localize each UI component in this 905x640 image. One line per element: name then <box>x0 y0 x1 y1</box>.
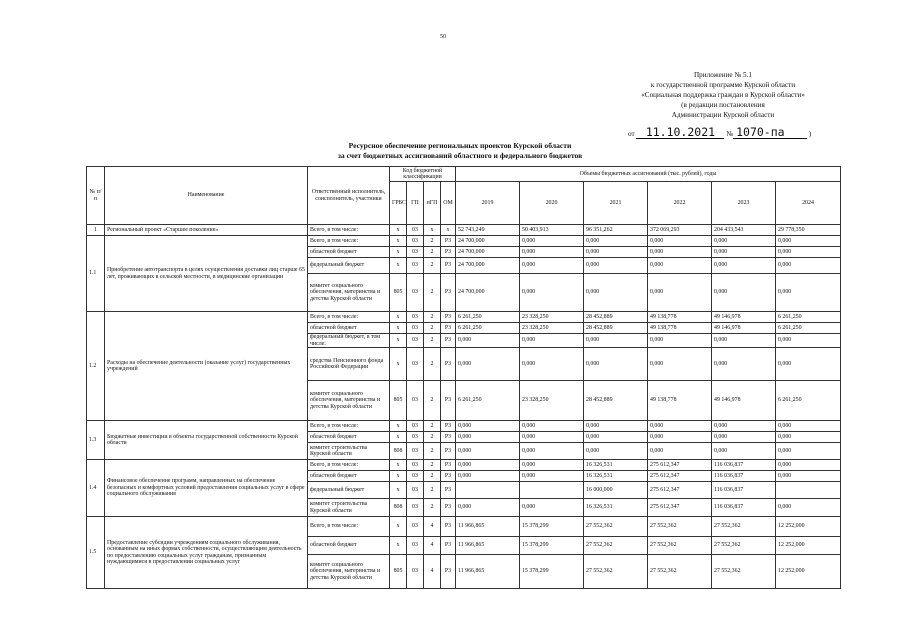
cell-value: 0,000 <box>584 274 648 312</box>
cell-value: 12 252,000 <box>776 517 841 537</box>
cell-gp: 03 <box>407 499 424 517</box>
cell-value: 6 261,250 <box>456 381 520 421</box>
header-grbs: ГРБС <box>390 182 407 225</box>
cell-pgp: 2 <box>424 258 441 274</box>
resolution-date: 11.10.2021 <box>636 127 724 139</box>
cell-grbs: 805 <box>390 274 407 312</box>
cell-value: 0,000 <box>520 348 584 381</box>
cell-pgp: x <box>424 225 441 236</box>
cell-value: 27 552,362 <box>584 517 648 537</box>
cell-value: 27 552,362 <box>648 517 712 537</box>
row-responsible: Всего, в том числе: <box>308 312 390 323</box>
cell-om: P3 <box>441 258 456 274</box>
cell-grbs: x <box>390 225 407 236</box>
cell-gp: 03 <box>407 334 424 348</box>
cell-gp: 03 <box>407 482 424 499</box>
cell-om: P3 <box>441 348 456 381</box>
cell-grbs: x <box>390 312 407 323</box>
header-year: 2023 <box>712 182 776 225</box>
table-row <box>87 312 841 323</box>
cell-gp: 03 <box>407 517 424 537</box>
cell-pgp: 2 <box>424 247 441 258</box>
row-responsible: федеральный бюджет, в том числе: <box>308 334 390 348</box>
cell-gp: 03 <box>407 312 424 323</box>
cell-value: 275 612,347 <box>648 460 712 471</box>
cell-value: 27 552,362 <box>712 555 776 589</box>
cell-value: 0,000 <box>456 432 520 443</box>
cell-pgp: 4 <box>424 517 441 537</box>
cell-value <box>456 482 520 499</box>
cell-value: 0,000 <box>776 274 841 312</box>
cell-value: 52 743,249 <box>456 225 520 236</box>
cell-grbs: x <box>390 323 407 334</box>
row-name: Региональный проект «Старшее поколение» <box>105 225 308 236</box>
cell-grbs: x <box>390 537 407 555</box>
header-year: 2024 <box>776 182 841 225</box>
cell-value: 0,000 <box>712 348 776 381</box>
row-responsible: областной бюджет <box>308 432 390 443</box>
cell-value: 49 146,978 <box>712 323 776 334</box>
row-responsible: областной бюджет <box>308 247 390 258</box>
cell-pgp: 2 <box>424 499 441 517</box>
cell-gp: 03 <box>407 421 424 432</box>
cell-value: 0,000 <box>648 443 712 460</box>
row-responsible: областной бюджет <box>308 323 390 334</box>
document-title <box>310 141 610 160</box>
cell-value: 28 452,889 <box>584 312 648 323</box>
row-responsible: Всего, в том числе: <box>308 460 390 471</box>
row-num: 1.1 <box>87 236 105 312</box>
cell-pgp: 2 <box>424 312 441 323</box>
cell-value: 116 036,837 <box>712 460 776 471</box>
cell-gp: 03 <box>407 274 424 312</box>
cell-value: 15 378,299 <box>520 537 584 555</box>
cell-om: P3 <box>441 247 456 258</box>
cell-value: 12 252,000 <box>776 537 841 555</box>
appendix-line: «Социальная поддержка граждан в Курской области» <box>641 91 805 99</box>
cell-pgp: 2 <box>424 348 441 381</box>
cell-value: 27 552,362 <box>648 555 712 589</box>
cell-gp: 03 <box>407 348 424 381</box>
cell-grbs: x <box>390 258 407 274</box>
appendix-block <box>610 70 836 120</box>
cell-value: 24 700,000 <box>456 247 520 258</box>
row-responsible: Всего, в том числе: <box>308 517 390 537</box>
cell-value: 0,000 <box>584 236 648 247</box>
cell-gp: 03 <box>407 236 424 247</box>
cell-gp: 03 <box>407 555 424 589</box>
cell-grbs: x <box>390 460 407 471</box>
cell-value: 23 328,250 <box>520 323 584 334</box>
cell-om: x <box>441 225 456 236</box>
cell-pgp: 2 <box>424 323 441 334</box>
cell-value: 0,000 <box>776 460 841 471</box>
cell-gp: 03 <box>407 432 424 443</box>
header-om: ОМ <box>441 182 456 225</box>
cell-value: 15 378,299 <box>520 555 584 589</box>
cell-value: 27 552,362 <box>712 517 776 537</box>
row-responsible: комитет социального обеспечения, материнства и детства Курской области <box>308 274 390 312</box>
cell-value: 15 378,299 <box>520 517 584 537</box>
cell-value: 6 261,250 <box>776 323 841 334</box>
cell-value: 0,000 <box>456 460 520 471</box>
cell-om: P3 <box>441 517 456 537</box>
table-row-project <box>87 225 841 236</box>
cell-value: 0,000 <box>520 471 584 482</box>
cell-value: 0,000 <box>712 421 776 432</box>
close-paren: ) <box>808 130 812 138</box>
table-row <box>87 460 841 471</box>
cell-value: 0,000 <box>776 258 841 274</box>
row-responsible: областной бюджет <box>308 537 390 555</box>
cell-value: 0,000 <box>712 258 776 274</box>
cell-value: 0,000 <box>584 258 648 274</box>
cell-value: 24 700,000 <box>456 274 520 312</box>
cell-value: 0,000 <box>648 274 712 312</box>
cell-om: P3 <box>441 421 456 432</box>
cell-value: 372 069,293 <box>648 225 712 236</box>
cell-grbs: x <box>390 236 407 247</box>
row-responsible: федеральный бюджет <box>308 482 390 499</box>
cell-value: 0,000 <box>584 432 648 443</box>
row-num: 1.3 <box>87 421 105 460</box>
cell-value: 12 252,000 <box>776 555 841 589</box>
cell-value: 0,000 <box>584 348 648 381</box>
cell-value: 0,000 <box>584 421 648 432</box>
header-year: 2021 <box>584 182 648 225</box>
cell-pgp: 2 <box>424 274 441 312</box>
cell-value: 275 612,347 <box>648 499 712 517</box>
cell-gp: 03 <box>407 443 424 460</box>
cell-value: 0,000 <box>648 432 712 443</box>
cell-value <box>776 482 841 499</box>
cell-value: 0,000 <box>456 443 520 460</box>
cell-value: 0,000 <box>712 247 776 258</box>
cell-value: 0,000 <box>776 499 841 517</box>
cell-om: P3 <box>441 537 456 555</box>
cell-value: 0,000 <box>520 334 584 348</box>
cell-value: 0,000 <box>520 236 584 247</box>
cell-value: 0,000 <box>648 421 712 432</box>
cell-pgp: 2 <box>424 460 441 471</box>
header-volumes: Объемы бюджетных ассигнований (тыс. рублей), годы <box>456 167 841 182</box>
cell-gp: 03 <box>407 471 424 482</box>
cell-pgp: 2 <box>424 421 441 432</box>
cell-value: 0,000 <box>776 471 841 482</box>
cell-value: 16 326,531 <box>584 471 648 482</box>
row-responsible: комитет строительства Курской области <box>308 443 390 460</box>
appendix-line: (в редакции постановления <box>681 101 765 109</box>
cell-om: P3 <box>441 471 456 482</box>
cell-value: 11 966,865 <box>456 555 520 589</box>
cell-value: 49 138,778 <box>648 381 712 421</box>
cell-value: 0,000 <box>520 421 584 432</box>
cell-value: 0,000 <box>584 247 648 258</box>
appendix-line: Приложение № 5.1 <box>693 71 752 79</box>
cell-value: 29 778,350 <box>776 225 841 236</box>
cell-pgp: 2 <box>424 334 441 348</box>
cell-value: 49 146,978 <box>712 381 776 421</box>
cell-grbs: x <box>390 247 407 258</box>
cell-gp: 03 <box>407 537 424 555</box>
cell-value: 0,000 <box>520 460 584 471</box>
cell-value: 0,000 <box>456 421 520 432</box>
cell-value: 49 138,778 <box>648 312 712 323</box>
cell-value: 0,000 <box>776 334 841 348</box>
cell-value: 0,000 <box>520 432 584 443</box>
cell-gp: 03 <box>407 323 424 334</box>
header-year: 2020 <box>520 182 584 225</box>
cell-gp: 03 <box>407 381 424 421</box>
cell-om: P3 <box>441 334 456 348</box>
table-row <box>87 517 841 537</box>
cell-om: P3 <box>441 432 456 443</box>
cell-value: 16 000,000 <box>584 482 648 499</box>
cell-value: 0,000 <box>776 432 841 443</box>
cell-pgp: 2 <box>424 471 441 482</box>
cell-value: 0,000 <box>456 348 520 381</box>
cell-value: 116 036,837 <box>712 471 776 482</box>
cell-grbs: 805 <box>390 555 407 589</box>
cell-value: 116 036,837 <box>712 499 776 517</box>
cell-value: 0,000 <box>712 443 776 460</box>
row-name: Предоставление субсидии учреждениям социального обслуживания, основанным на иных формах собственности, осуществляющим деятельность по предоставлению социальных услуг гражданам, признанным нуждающимися в предоставлении социальных услуг <box>105 517 308 589</box>
cell-pgp: 2 <box>424 236 441 247</box>
cell-gp: 03 <box>407 258 424 274</box>
cell-om: P3 <box>441 274 456 312</box>
cell-value: 0,000 <box>712 274 776 312</box>
header-year: 2019 <box>456 182 520 225</box>
title-line-1: Ресурсное обеспечение региональных проектов Курской области <box>348 141 572 150</box>
cell-pgp: 4 <box>424 537 441 555</box>
row-responsible: областной бюджет <box>308 471 390 482</box>
cell-value: 50 403,913 <box>520 225 584 236</box>
cell-om: P3 <box>441 555 456 589</box>
cell-value: 0,000 <box>520 274 584 312</box>
cell-gp: 03 <box>407 460 424 471</box>
row-responsible: Всего, в том числе: <box>308 225 390 236</box>
cell-value: 0,000 <box>520 258 584 274</box>
cell-value: 16 326,531 <box>584 460 648 471</box>
cell-value: 28 452,889 <box>584 323 648 334</box>
appendix-line: Администрации Курской области <box>671 111 775 119</box>
cell-value: 0,000 <box>712 334 776 348</box>
cell-pgp: 2 <box>424 482 441 499</box>
cell-value: 0,000 <box>776 348 841 381</box>
cell-grbs: x <box>390 471 407 482</box>
cell-value: 11 966,865 <box>456 537 520 555</box>
date-prefix: от <box>628 130 635 138</box>
page-number: 50 <box>440 34 446 40</box>
cell-value: 27 552,362 <box>584 537 648 555</box>
cell-om: P3 <box>441 312 456 323</box>
cell-value: 24 700,000 <box>456 236 520 247</box>
cell-pgp: 2 <box>424 432 441 443</box>
row-name: Расходы на обеспечение деятельности (оказание услуг) государственных учреждений <box>105 312 308 421</box>
cell-value: 49 138,778 <box>648 323 712 334</box>
cell-value: 6 261,250 <box>776 312 841 323</box>
cell-pgp: 4 <box>424 555 441 589</box>
cell-gp: 03 <box>407 225 424 236</box>
cell-om: P3 <box>441 443 456 460</box>
header-name: Наименование <box>105 167 308 225</box>
appendix-line: к государственной программе Курской области <box>650 81 796 89</box>
cell-value: 0,000 <box>584 443 648 460</box>
table-row <box>87 421 841 432</box>
cell-value: 23 328,250 <box>520 312 584 323</box>
cell-value: 96 351,262 <box>584 225 648 236</box>
cell-value: 0,000 <box>648 247 712 258</box>
row-num: 1.4 <box>87 460 105 517</box>
cell-om: P3 <box>441 236 456 247</box>
cell-om: P3 <box>441 460 456 471</box>
row-num: 1.2 <box>87 312 105 421</box>
cell-om: P3 <box>441 482 456 499</box>
cell-value: 11 966,865 <box>456 517 520 537</box>
cell-value: 0,000 <box>776 443 841 460</box>
resource-table <box>86 166 841 589</box>
cell-grbs: 808 <box>390 499 407 517</box>
cell-value: 0,000 <box>584 334 648 348</box>
table-row <box>87 236 841 247</box>
cell-pgp: 2 <box>424 381 441 421</box>
cell-value: 0,000 <box>648 348 712 381</box>
cell-value: 0,000 <box>648 258 712 274</box>
cell-value: 0,000 <box>456 471 520 482</box>
cell-value: 24 700,000 <box>456 258 520 274</box>
resolution-number: 1070-па <box>733 127 807 139</box>
row-responsible: комитет социального обеспечения, материнства и детства Курской области <box>308 381 390 421</box>
cell-value: 0,000 <box>712 432 776 443</box>
cell-value: 0,000 <box>712 236 776 247</box>
title-line-2: за счет бюджетных ассигнований областного и федерального бюджетов <box>337 150 583 160</box>
cell-value <box>520 482 584 499</box>
row-num: 1 <box>87 225 105 236</box>
cell-value: 204 433,543 <box>712 225 776 236</box>
header-pgp: пГП <box>424 182 441 225</box>
cell-gp: 03 <box>407 247 424 258</box>
cell-grbs: x <box>390 348 407 381</box>
cell-grbs: x <box>390 482 407 499</box>
cell-value: 27 552,362 <box>584 555 648 589</box>
cell-value: 0,000 <box>648 334 712 348</box>
cell-value: 0,000 <box>520 443 584 460</box>
cell-value: 275 612,347 <box>648 482 712 499</box>
cell-value: 0,000 <box>456 499 520 517</box>
cell-value: 0,000 <box>776 247 841 258</box>
cell-value: 116 036,837 <box>712 482 776 499</box>
row-name: Приобретение автотранспорта в целях осуществления доставки лиц старше 65 лет, проживающих в сельской местности, в медицинские организации <box>105 236 308 312</box>
cell-grbs: x <box>390 421 407 432</box>
row-responsible: Всего, в том числе: <box>308 236 390 247</box>
cell-value: 0,000 <box>776 421 841 432</box>
header-budget-code: Код бюджетной классификации <box>390 167 456 182</box>
cell-value: 27 552,362 <box>712 537 776 555</box>
cell-value: 275 612,347 <box>648 471 712 482</box>
cell-value: 49 146,978 <box>712 312 776 323</box>
row-num: 1.5 <box>87 517 105 589</box>
header-year: 2022 <box>648 182 712 225</box>
header-gp: ГП <box>407 182 424 225</box>
row-responsible: федеральный бюджет <box>308 258 390 274</box>
cell-value: 6 261,250 <box>776 381 841 421</box>
header-responsible: Ответственный исполнитель, соисполнитель, участники <box>308 167 390 225</box>
cell-pgp: 2 <box>424 443 441 460</box>
cell-value: 0,000 <box>456 334 520 348</box>
resolution-date-line <box>628 127 811 139</box>
cell-grbs: 808 <box>390 443 407 460</box>
cell-grbs: x <box>390 517 407 537</box>
row-name: Бюджетные инвестиции в объекты государственной собственности Курской области <box>105 421 308 460</box>
cell-value: 28 452,889 <box>584 381 648 421</box>
cell-value: 6 261,250 <box>456 312 520 323</box>
cell-value: 0,000 <box>520 499 584 517</box>
cell-grbs: x <box>390 334 407 348</box>
row-responsible: комитет строительства Курской области <box>308 499 390 517</box>
cell-value: 0,000 <box>520 247 584 258</box>
cell-om: P3 <box>441 323 456 334</box>
cell-value: 0,000 <box>648 236 712 247</box>
cell-value: 27 552,362 <box>648 537 712 555</box>
row-responsible: комитет социального обеспечения, материнства и детства Курской области <box>308 555 390 589</box>
row-responsible: Всего, в том числе: <box>308 421 390 432</box>
cell-grbs: x <box>390 432 407 443</box>
cell-grbs: 805 <box>390 381 407 421</box>
cell-value: 23 328,250 <box>520 381 584 421</box>
cell-om: P3 <box>441 381 456 421</box>
cell-value: 6 261,250 <box>456 323 520 334</box>
cell-value: 16 326,531 <box>584 499 648 517</box>
number-prefix: № <box>726 130 734 138</box>
cell-value: 0,000 <box>776 236 841 247</box>
row-responsible: средства Пенсионного фонда Российской Федерации <box>308 348 390 381</box>
header-num: № п/п <box>87 167 105 225</box>
cell-om: P3 <box>441 499 456 517</box>
row-name: Финансовое обеспечение программ, направленных на обеспечение безопасных и комфортных условий предоставления социальных услуг в сфере социального обслуживания <box>105 460 308 517</box>
